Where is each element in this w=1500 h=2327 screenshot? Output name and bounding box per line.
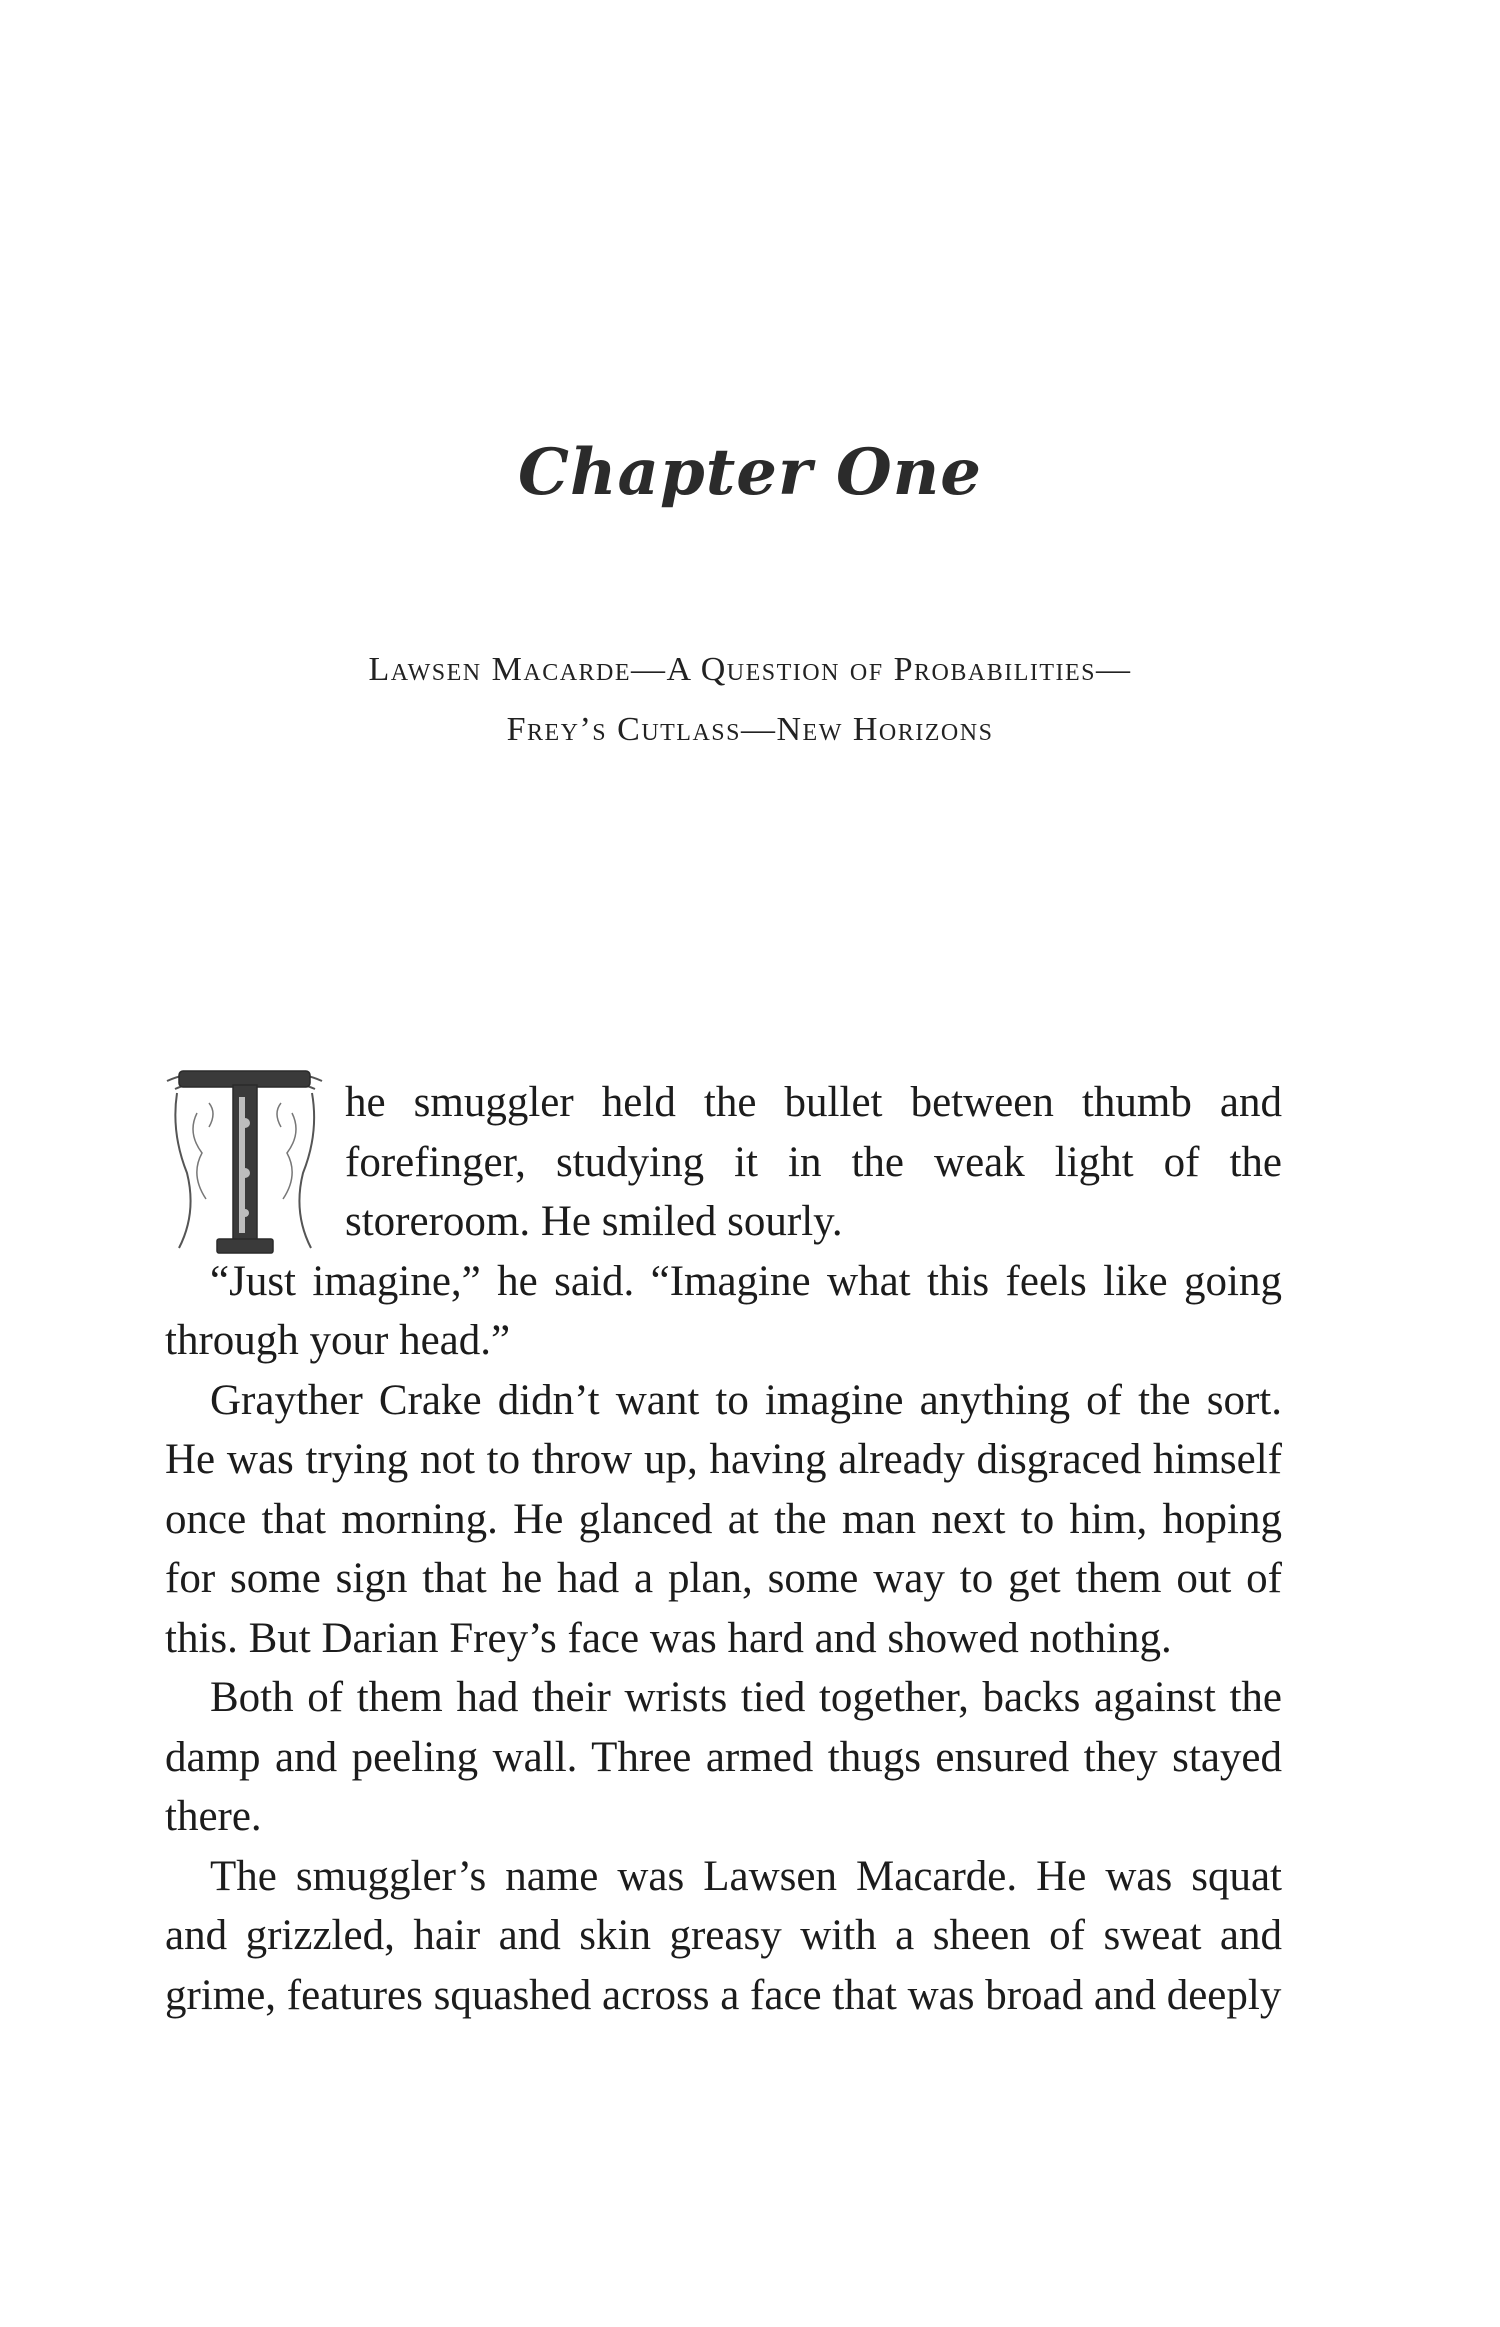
- chapter-summary-line-2: Frey’s Cutlass—New Horizons: [506, 711, 994, 748]
- chapter-title: Chapter One: [518, 435, 982, 510]
- paragraph-3: Grayther Crake didn’t want to imagine anything of the sort. He was trying not to throw up, having already disgraced himself once that morning. He glanced at the man next to him, hoping for some sign that he had a plan, some way to get them out of this. But Darian Frey’s face was hard and showed nothing.: [165, 1376, 1282, 1662]
- paragraph-4: Both of them had their wrists tied together, backs against the damp and peeling wall. Three armed thugs ensured they stayed there.: [165, 1674, 1282, 1840]
- chapter-summary-line-1: Lawsen Macarde—A Question of Probabilities—: [368, 651, 1132, 688]
- paragraph-2: “Just imagine,” he said. “Imagine what this feels like going through your head.”: [165, 1257, 1282, 1364]
- chapter-summary: [0, 640, 1500, 760]
- ornamental-dropcap-t-icon: [157, 1063, 332, 1263]
- first-paragraph-block: [165, 1073, 1282, 1252]
- paragraph-5: The smuggler’s name was Lawsen Macarde. He was squat and grizzled, hair and skin greasy with a sheen of sweat and grime, features squashed across a face that was broad and deeply: [165, 1852, 1282, 2019]
- paragraph-1: he smuggler held the bullet between thumb and forefinger, studying it in the weak light of the storeroom. He smiled sourly.: [345, 1079, 1282, 1245]
- chapter-body: [165, 1073, 1282, 2025]
